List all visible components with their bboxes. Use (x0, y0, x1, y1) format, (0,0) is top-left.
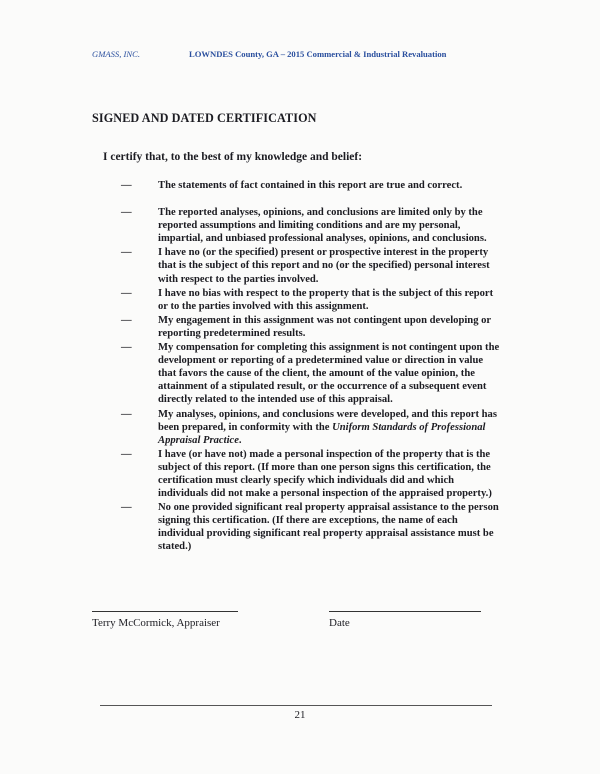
dash-bullet: — (121, 207, 132, 219)
dash-bullet: — (121, 247, 132, 259)
list-item (121, 341, 501, 406)
dash-bullet: — (121, 314, 132, 326)
list-item (121, 314, 501, 340)
list-item-text: No one provided significant real property appraisal assistance to the person signing this certification. (If there are exceptions, the name of each individual providing significant real property appraisal assistance must be stated.) (158, 502, 499, 553)
footer-rule (100, 705, 492, 706)
dash-bullet: — (121, 342, 132, 354)
list-item (121, 408, 501, 447)
date-label: Date (329, 617, 350, 629)
intro-statement: I certify that, to the best of my knowledge and belief: (103, 151, 363, 163)
dash-bullet: — (121, 408, 132, 420)
dash-bullet: — (121, 502, 132, 514)
list-item-text: My engagement in this assignment was not contingent upon developing or reporting predetermined results. (158, 314, 491, 339)
page-number: 21 (294, 709, 306, 721)
list-item-text (158, 408, 501, 447)
list-item (121, 448, 501, 500)
dash-bullet: — (121, 180, 132, 191)
dash-bullet: — (121, 448, 132, 460)
page-title: SIGNED AND DATED CERTIFICATION (92, 111, 317, 125)
list-item (121, 501, 501, 553)
list-item-text: The statements of fact contained in this report are true and correct. (158, 180, 463, 191)
list-item-text-part: . (238, 434, 242, 446)
list-item-text-part: My analyses, opinions, and conclusions were developed, and this report has been prepared, in conformity with the (158, 408, 497, 433)
appraiser-name: Terry McCormick, Appraiser (92, 617, 220, 629)
list-item-text: I have (or have not) made a personal inspection of the property that is the subject of this report. (If more than one person signs this certification, the certification must clearly specify which individuals did and which individuals did not make a personal inspection of the appraised property.) (158, 448, 492, 500)
certification-list (121, 179, 501, 554)
list-item (121, 287, 501, 313)
list-item (121, 206, 501, 245)
list-item (121, 246, 501, 285)
list-item-text: My compensation for completing this assignment is not contingent upon the development or reporting of a predetermined value or direction in value that favors the cause of the client, the amount of the value opinion, the attainment of a stipulated result, or the occurrence of a subsequent event directly related to the intended use of this appraisal. (158, 342, 500, 406)
list-item-text: The reported analyses, opinions, and conclusions are limited only by the reported assumptions and limiting conditions and are my personal, impartial, and unbiased professional analyses, opinions, and conclusions. (158, 207, 487, 245)
uspap-title: Uniform Standards of Professional Appraisal Practice (158, 421, 486, 446)
list-item-text: I have no bias with respect to the property that is the subject of this report or to the parties involved with this assignment. (158, 287, 494, 312)
appraiser-signature-line (92, 611, 238, 612)
list-item-text: I have no (or the specified) present or prospective interest in the property that is the subject of this report and no (or the specified) personal interest with respect to the parties involved. (158, 247, 490, 285)
list-item (121, 179, 501, 192)
header-company: GMASS, INC. (92, 49, 140, 59)
date-signature-line (329, 611, 481, 612)
header-project: LOWNDES County, GA – 2015 Commercial & Industrial Revaluation (189, 49, 447, 59)
dash-bullet: — (121, 287, 132, 299)
